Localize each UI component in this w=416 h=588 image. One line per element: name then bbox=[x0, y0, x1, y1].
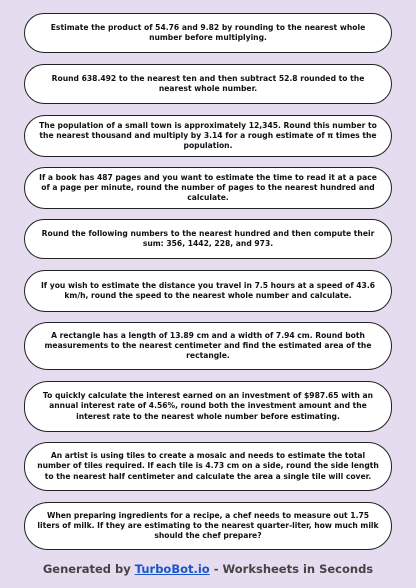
footer bbox=[0, 560, 416, 578]
question-text: Round the following numbers to the nearest hundred and then compute their sum: 356, 1442, 228, and 973. bbox=[41, 228, 375, 248]
footer-prefix: Generated by bbox=[42, 562, 135, 576]
question-text: Round 638.492 to the nearest ten and then subtract 52.8 rounded to the nearest whole number. bbox=[51, 73, 365, 93]
question-text: The population of a small town is approximately 12,345. Round this number to the nearest thousand and multiply by 3.14 for a rough estimate of π times the population. bbox=[39, 120, 377, 150]
question-card bbox=[24, 442, 392, 491]
question-card bbox=[24, 167, 392, 209]
question-text: Estimate the product of 54.76 and 9.82 by rounding to the nearest whole number before multiplying. bbox=[50, 22, 366, 42]
question-card bbox=[24, 322, 392, 370]
question-card bbox=[24, 219, 392, 259]
question-text: A rectangle has a length of 13.89 cm and a width of 7.94 cm. Round both measurements to the nearest centimeter and find the estimated area of the rectangle. bbox=[44, 330, 372, 360]
footer-suffix: - Worksheets in Seconds bbox=[209, 562, 374, 576]
question-text: If a book has 487 pages and you want to estimate the time to read it at a pace of a page per minute, round the number of pages to the nearest hundred and calculate. bbox=[39, 172, 377, 202]
question-card bbox=[24, 64, 392, 104]
question-card bbox=[24, 381, 392, 432]
question-text: An artist is using tiles to create a mosaic and needs to estimate the total number of tiles required. If each tile is 4.73 cm on a side, round the side length to the nearest half centimeter and calculate the area a single tile will cover. bbox=[37, 451, 379, 481]
question-card bbox=[24, 115, 392, 157]
question-card bbox=[24, 502, 392, 550]
brand-link[interactable]: TurboBot.io bbox=[134, 562, 210, 576]
question-card bbox=[24, 13, 392, 53]
question-card bbox=[24, 270, 392, 312]
question-text: When preparing ingredients for a recipe, a chef needs to measure out 1.75 liters of milk. If they are estimating to the nearest quarter-liter, how much milk should the chef prepare? bbox=[37, 510, 379, 540]
question-text: If you wish to estimate the distance you travel in 7.5 hours at a speed of 43.6 km/h, round the speed to the nearest whole number and calculate. bbox=[40, 280, 376, 300]
question-text: To quickly calculate the interest earned on an investment of $987.65 with an annual interest rate of 4.56%, round both the investment amount and the interest rate to the nearest whole number before estimating. bbox=[42, 391, 374, 421]
